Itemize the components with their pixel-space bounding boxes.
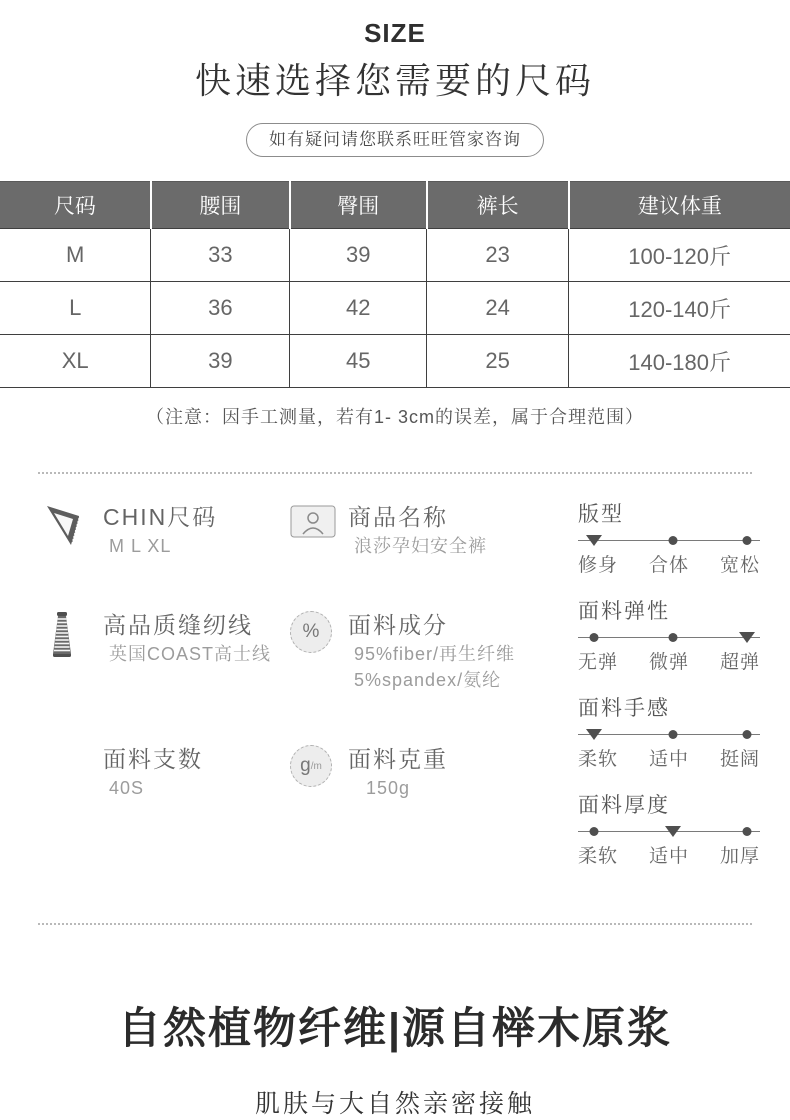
table-cell: L	[0, 282, 151, 335]
detail-subtitle: 浪莎孕妇安全裤	[354, 536, 487, 556]
slider-options	[578, 647, 760, 674]
table-header-cell: 腰围	[151, 182, 290, 229]
table-header-cell: 尺码	[0, 182, 151, 229]
fabric-sliders	[578, 501, 760, 889]
slider-fit	[578, 501, 760, 577]
table-cell: 24	[427, 282, 569, 335]
gram-weight-icon	[290, 745, 336, 787]
contact-pill: 如有疑问请您联系旺旺管家咨询	[246, 123, 544, 157]
slider-options	[578, 841, 760, 868]
slider-track	[578, 824, 760, 838]
slider-option-label: 适中	[648, 749, 689, 770]
slider-label: 版型	[578, 503, 624, 526]
detail-subtitle: 英国COAST高士线	[109, 644, 272, 664]
slider-elasticity	[578, 598, 760, 674]
thread-spool-icon	[45, 611, 91, 659]
detail-item-yarn-count	[45, 743, 290, 801]
detail-title: 面料克重	[348, 746, 448, 772]
detail-subtitle: M L XL	[109, 536, 172, 556]
percent-icon	[290, 611, 336, 653]
table-cell: 25	[427, 335, 569, 388]
slider-label: 面料手感	[578, 697, 670, 720]
slider-options	[578, 550, 760, 577]
page-title: 快速选择您需要的尺码	[194, 60, 595, 101]
size-table	[0, 181, 790, 388]
slider-option-label: 宽松	[719, 555, 760, 576]
table-row	[0, 282, 790, 335]
slider-dot-marker	[668, 730, 677, 739]
dashed-divider-bottom	[38, 923, 752, 925]
slider-selected-marker	[665, 826, 681, 837]
table-cell: 39	[151, 335, 290, 388]
product-details	[45, 501, 760, 889]
table-cell: 39	[290, 229, 427, 282]
table-cell: 100-120斤	[569, 229, 790, 282]
table-cell: 120-140斤	[569, 282, 790, 335]
table-header-cell: 裤长	[427, 182, 569, 229]
set-square-icon	[45, 503, 91, 547]
size-table-header	[0, 182, 790, 229]
slider-dot-marker	[668, 536, 677, 545]
table-cell: 140-180斤	[569, 335, 790, 388]
slider-dot-marker	[743, 730, 752, 739]
detail-title: 高品质缝纫线	[103, 612, 253, 638]
slider-track	[578, 727, 760, 741]
percent-glyph: %	[302, 621, 320, 642]
footer-subtitle: 肌肤与大自然亲密接触	[254, 1090, 535, 1118]
table-cell: 45	[290, 335, 427, 388]
slider-thickness	[578, 792, 760, 868]
footer	[0, 1003, 790, 1120]
slider-option-label: 无弹	[578, 652, 619, 673]
detail-subtitle: 150g	[366, 778, 411, 798]
detail-item-size	[45, 501, 290, 559]
detail-title: 面料成分	[348, 612, 448, 638]
slider-selected-marker	[586, 535, 602, 546]
size-label: SIZE	[364, 18, 426, 48]
slider-label: 面料厚度	[578, 794, 670, 817]
gram-sub-glyph: /m	[310, 760, 322, 772]
detail-title: 商品名称	[348, 504, 448, 530]
slider-options	[578, 744, 760, 771]
detail-title: CHIN尺码	[103, 504, 218, 530]
table-cell: M	[0, 229, 151, 282]
gram-glyph: g	[300, 755, 311, 776]
slider-dot-marker	[590, 633, 599, 642]
slider-option-label: 微弹	[648, 652, 689, 673]
table-cell: 33	[151, 229, 290, 282]
table-header-cell: 臀围	[290, 182, 427, 229]
detail-items	[45, 501, 540, 889]
detail-subtitle: 95%fiber/再生纤维	[354, 644, 516, 664]
slider-selected-marker	[739, 632, 755, 643]
slider-option-label: 柔软	[578, 846, 619, 867]
detail-item-composition	[290, 609, 540, 693]
slider-option-label: 柔软	[578, 749, 619, 770]
table-cell: 23	[427, 229, 569, 282]
table-cell: XL	[0, 335, 151, 388]
slider-option-label: 超弹	[719, 652, 760, 673]
slider-option-label: 挺阔	[719, 749, 760, 770]
detail-item-product-name	[290, 501, 540, 559]
measurement-note: （注意：因手工测量，若有1- 3cm的误差，属于合理范围）	[145, 407, 644, 427]
detail-subtitle-2: 5%spandex/氨纶	[354, 670, 502, 690]
slider-option-label: 合体	[648, 555, 689, 576]
detail-item-thread	[45, 609, 290, 693]
person-badge-icon	[290, 503, 336, 539]
slider-dot-marker	[590, 827, 599, 836]
footer-headline: 自然植物纤维|源自榉木原浆	[117, 1005, 673, 1053]
detail-subtitle: 40S	[109, 778, 145, 798]
slider-track	[578, 533, 760, 547]
table-row	[0, 229, 790, 282]
slider-dot-marker	[668, 633, 677, 642]
slider-option-label: 适中	[648, 846, 689, 867]
detail-title: 面料支数	[103, 746, 203, 772]
dashed-divider-top	[38, 472, 752, 474]
slider-selected-marker	[586, 729, 602, 740]
table-cell: 42	[290, 282, 427, 335]
page-header	[0, 0, 790, 157]
slider-track	[578, 630, 760, 644]
slider-option-label: 修身	[578, 555, 619, 576]
table-cell: 36	[151, 282, 290, 335]
detail-item-weight	[290, 743, 540, 801]
slider-label: 面料弹性	[578, 600, 670, 623]
table-header-cell: 建议体重	[569, 182, 790, 229]
slider-option-label: 加厚	[719, 846, 760, 867]
slider-dot-marker	[743, 827, 752, 836]
table-row	[0, 335, 790, 388]
size-table-body	[0, 229, 790, 388]
slider-dot-marker	[743, 536, 752, 545]
slider-hand-feel	[578, 695, 760, 771]
